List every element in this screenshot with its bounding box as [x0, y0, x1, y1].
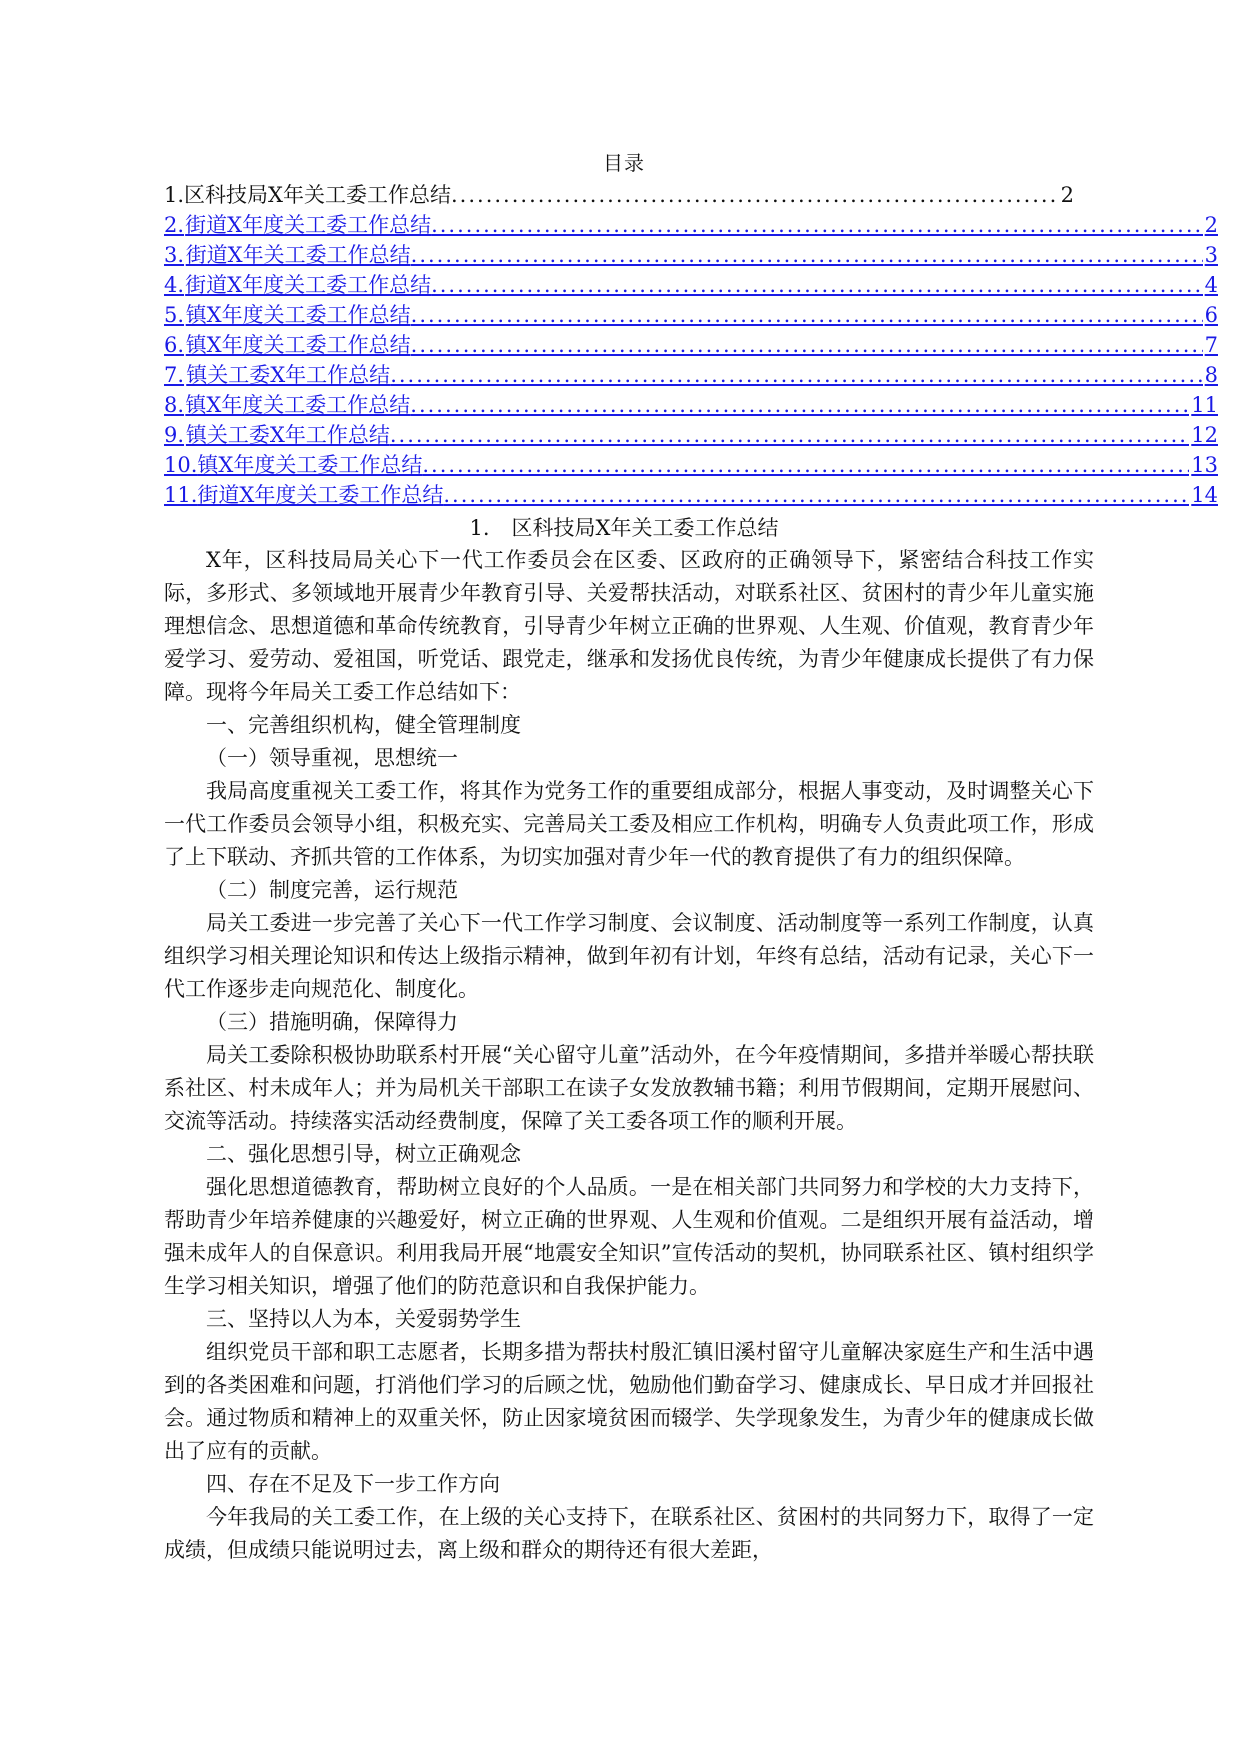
paragraph: 组织党员干部和职工志愿者，长期多措为帮扶村殷汇镇旧溪村留守儿童解决家庭生产和生活中遇到的各类困难和问题，打消他们学习的后顾之忧，勉励他们勤奋学习、健康成长、早日成才并回报社会。通过物质和精神上的双重关怀，防止因家境贫困而辍学、失学现象发生，为青少年的健康成长做出了应有的贡献。	[164, 1340, 1094, 1463]
toc-entry-page: 3	[1204, 243, 1218, 267]
toc-leader-dots	[410, 390, 1189, 420]
toc-entry-page: 6	[1204, 303, 1218, 327]
paragraph: 今年我局的关工委工作，在上级的关心支持下，在联系社区、贫困村的共同努力下，取得了一定成绩，但成绩只能说明过去，离上级和群众的期待还有很大差距，	[164, 1505, 1094, 1562]
toc-entry-label: 镇X年度关工委工作总结	[185, 393, 411, 417]
toc-entry-label: 街道X年度关工委工作总结	[197, 483, 444, 507]
toc-entry-label: 区科技局X年关工委工作总结	[184, 183, 451, 207]
toc-entry-number: 10.	[164, 453, 198, 477]
toc-entry-6[interactable]	[164, 330, 1218, 360]
toc-entry-page: 4	[1204, 273, 1218, 297]
toc-entry-3[interactable]	[164, 240, 1218, 270]
toc-entry-page: 8	[1204, 363, 1218, 387]
toc-entry-label: 镇X年度关工委工作总结	[197, 453, 423, 477]
section-number: 1.	[469, 516, 490, 540]
table-of-contents	[164, 180, 1224, 510]
toc-leader-dots	[390, 420, 1189, 450]
toc-entry-9[interactable]	[164, 420, 1218, 450]
section-title: 区科技局X年关工委工作总结	[511, 516, 779, 540]
subheading: 四、存在不足及下一步工作方向	[206, 1472, 500, 1496]
toc-leader-dots	[411, 240, 1203, 270]
paragraph: X年，区科技局局关心下一代工作委员会在区委、区政府的正确领导下，紧密结合科技工作实际，多形式、多领域地开展青少年教育引导、关爱帮扶活动，对联系社区、贫困村的青少年儿童实施理想信念、思想道德和革命传统教育，引导青少年树立正确的世界观、人生观、价值观，教育青少年爱学习、爱劳动、爱祖国，听党话、跟党走，继承和发扬优良传统，为青少年健康成长提供了有力保障。现将今年局关工委工作总结如下：	[164, 548, 1094, 704]
toc-entry-label: 街道X年关工委工作总结	[185, 243, 411, 267]
toc-entry-number: 2.	[164, 213, 185, 237]
toc-entry-number: 9.	[164, 423, 185, 447]
toc-entry-label: 镇关工委X年工作总结	[186, 363, 391, 387]
subheading: 三、坚持以人为本，关爱弱势学生	[206, 1307, 521, 1331]
toc-entry-page: 2	[1060, 183, 1074, 207]
document-page	[164, 148, 1224, 1567]
toc-entry-1[interactable]	[164, 180, 1074, 210]
toc-title: 目录	[603, 151, 645, 175]
section-heading	[164, 512, 1084, 544]
toc-entry-number: 1.	[164, 183, 185, 207]
toc-entry-page: 2	[1204, 213, 1218, 237]
toc-entry-number: 5.	[164, 303, 185, 327]
toc-entry-7[interactable]	[164, 360, 1218, 390]
toc-entry-number: 8.	[164, 393, 185, 417]
toc-entry-2[interactable]	[164, 210, 1218, 240]
toc-entry-label: 街道X年度关工委工作总结	[185, 213, 432, 237]
toc-leader-dots	[431, 270, 1203, 300]
toc-leader-dots	[411, 330, 1203, 360]
toc-leader-dots	[451, 180, 1059, 210]
subheading: 二、强化思想引导，树立正确观念	[206, 1142, 521, 1166]
subheading: （一）领导重视，思想统一	[206, 746, 458, 770]
toc-entry-4[interactable]	[164, 270, 1218, 300]
toc-entry-number: 11.	[164, 483, 198, 507]
toc-leader-dots	[431, 210, 1203, 240]
toc-entry-11[interactable]	[164, 480, 1218, 510]
paragraph: 强化思想道德教育，帮助树立良好的个人品质。一是在相关部门共同努力和学校的大力支持下，帮助青少年培养健康的兴趣爱好，树立正确的世界观、人生观和价值观。二是组织开展有益活动，增强未成年人的自保意识。利用我局开展“地震安全知识”宣传活动的契机，协同联系社区、镇村组织学生学习相关知识，增强了他们的防范意识和自我保护能力。	[164, 1175, 1094, 1298]
toc-leader-dots	[411, 300, 1203, 330]
toc-entry-page: 12	[1191, 423, 1218, 447]
toc-entry-label: 镇X年度关工委工作总结	[185, 303, 411, 327]
toc-entry-page: 13	[1191, 453, 1218, 477]
toc-entry-label: 镇X年度关工委工作总结	[185, 333, 411, 357]
toc-entry-page: 14	[1191, 483, 1218, 507]
subheading: （二）制度完善，运行规范	[206, 878, 458, 902]
toc-entry-number: 6.	[164, 333, 185, 357]
paragraph: 局关工委除积极协助联系村开展“关心留守儿童”活动外，在今年疫情期间，多措并举暖心帮扶联系社区、村未成年人；并为局机关干部职工在读子女发放教辅书籍；利用节假期间，定期开展慰问、交流等活动。持续落实活动经费制度，保障了关工委各项工作的顺利开展。	[164, 1043, 1094, 1133]
toc-entry-10[interactable]	[164, 450, 1218, 480]
toc-entry-page: 7	[1204, 333, 1218, 357]
toc-leader-dots	[443, 480, 1189, 510]
paragraph: 局关工委进一步完善了关心下一代工作学习制度、会议制度、活动制度等一系列工作制度，认真组织学习相关理论知识和传达上级指示精神，做到年初有计划，年终有总结，活动有记录，关心下一代工作逐步走向规范化、制度化。	[164, 911, 1094, 1001]
toc-entry-5[interactable]	[164, 300, 1218, 330]
document-body	[164, 544, 1094, 1567]
toc-entry-label: 街道X年度关工委工作总结	[185, 273, 432, 297]
toc-entry-8[interactable]	[164, 390, 1218, 420]
toc-leader-dots	[422, 450, 1189, 480]
toc-entry-page: 11	[1191, 393, 1218, 417]
toc-entry-number: 4.	[164, 273, 185, 297]
toc-entry-label: 镇关工委X年工作总结	[185, 423, 390, 447]
subheading: 一、完善组织机构，健全管理制度	[206, 713, 521, 737]
toc-entry-number: 3.	[164, 243, 185, 267]
paragraph: 我局高度重视关工委工作，将其作为党务工作的重要组成部分，根据人事变动，及时调整关心下一代工作委员会领导小组，积极充实、完善局关工委及相应工作机构，明确专人负责此项工作，形成了上下联动、齐抓共管的工作体系，为切实加强对青少年一代的教育提供了有力的组织保障。	[164, 779, 1094, 869]
subheading: （三）措施明确，保障得力	[206, 1010, 458, 1034]
toc-leader-dots	[390, 360, 1202, 390]
toc-entry-number: 7.	[164, 363, 185, 387]
